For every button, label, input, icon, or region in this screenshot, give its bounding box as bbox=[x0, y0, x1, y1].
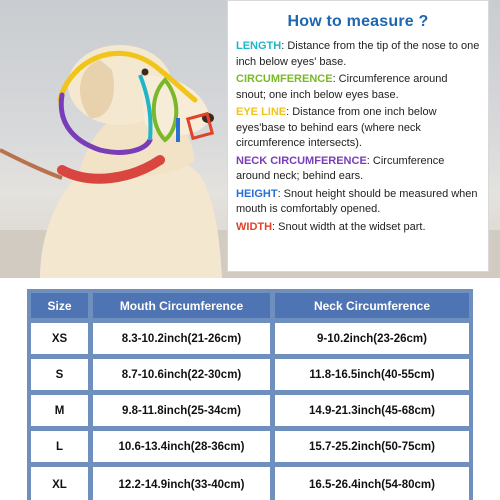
size-chart-table bbox=[27, 289, 473, 500]
measure-desc: : Snout height should be measured when mouth is comfortably opened. bbox=[236, 187, 478, 215]
header-mouth-circumference: Mouth Circumference bbox=[93, 293, 275, 323]
measure-desc: : Distance from one inch below eyes'base to behind ears (where neck circumference intersects). bbox=[236, 106, 437, 149]
mouth-cell: 8.7-10.6inch(22-30cm) bbox=[93, 359, 275, 395]
measure-item-neck-circumference bbox=[236, 154, 480, 185]
table-row bbox=[31, 395, 469, 431]
size-cell: S bbox=[31, 359, 93, 395]
measure-item-eye-line bbox=[236, 105, 480, 152]
measure-title: How to measure ? bbox=[287, 13, 429, 30]
size-cell: L bbox=[31, 431, 93, 467]
header-neck-circumference: Neck Circumference bbox=[275, 293, 469, 323]
measure-item-circumference bbox=[236, 72, 480, 103]
measure-desc: : Circumference around snout; one inch below eyes base. bbox=[236, 73, 448, 101]
table-row bbox=[31, 359, 469, 395]
measure-desc: : Distance from the tip of the nose to one inch below eyes' base. bbox=[236, 40, 480, 68]
measure-desc: : Snout width at the widset part. bbox=[272, 220, 426, 233]
table-row bbox=[31, 467, 469, 500]
measure-desc: : Circumference around neck; behind ears. bbox=[236, 154, 445, 182]
size-cell: XS bbox=[31, 323, 93, 359]
neck-cell: 14.9-21.3inch(45-68cm) bbox=[275, 395, 469, 431]
table-row bbox=[31, 431, 469, 467]
measure-term: EYE LINE bbox=[236, 106, 287, 118]
neck-cell: 9-10.2inch(23-26cm) bbox=[275, 323, 469, 359]
measure-term: NECK CIRCUMFERENCE bbox=[236, 154, 367, 167]
measure-term: HEIGHT bbox=[236, 187, 278, 200]
table-header-row bbox=[31, 293, 469, 323]
neck-cell: 11.8-16.5inch(40-55cm) bbox=[275, 359, 469, 395]
measure-item-width bbox=[236, 220, 480, 236]
header-size: Size bbox=[31, 293, 93, 323]
neck-cell: 16.5-26.4inch(54-80cm) bbox=[275, 467, 469, 500]
measure-list bbox=[236, 39, 480, 235]
size-cell: XL bbox=[31, 467, 93, 500]
mouth-cell: 9.8-11.8inch(25-34cm) bbox=[93, 395, 275, 431]
neck-cell: 15.7-25.2inch(50-75cm) bbox=[275, 431, 469, 467]
measure-term: CIRCUMFERENCE bbox=[236, 73, 333, 85]
measure-term: LENGTH bbox=[236, 40, 282, 52]
mouth-cell: 12.2-14.9inch(33-40cm) bbox=[93, 467, 275, 500]
mouth-cell: 10.6-13.4inch(28-36cm) bbox=[93, 431, 275, 467]
table-row bbox=[31, 323, 469, 359]
mouth-cell: 8.3-10.2inch(21-26cm) bbox=[93, 323, 275, 359]
measure-item-length bbox=[236, 39, 480, 70]
size-cell: M bbox=[31, 395, 93, 431]
how-to-measure-card bbox=[227, 0, 489, 272]
measure-item-height bbox=[236, 187, 480, 218]
measure-term: WIDTH bbox=[236, 220, 273, 233]
